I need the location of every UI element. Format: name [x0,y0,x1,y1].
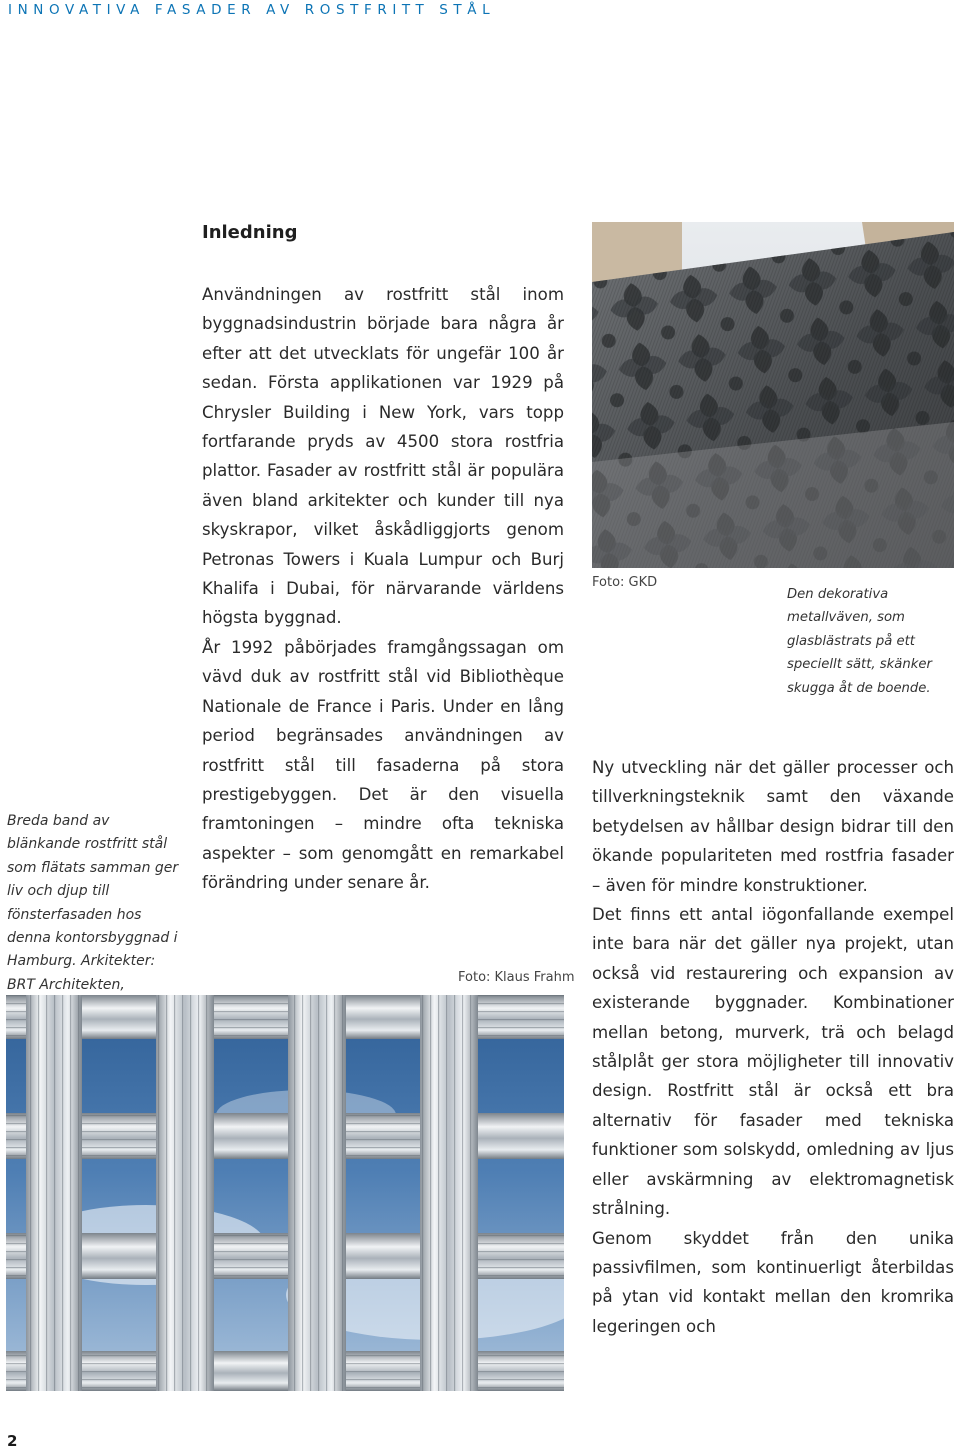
woven-steel-band-facade-icon [6,995,564,1391]
body-column-right [592,753,954,1341]
photo-credit-gkd: Foto: GKD [592,575,658,590]
paragraph: Ny utveckling när det gäller processer och tillverkningsteknik samt den växande betydelsen av hållbar design bidrar till den ökande populariteten med rostfria fasader – även för mindre konstruktioner. [592,758,954,895]
photo-woven-steel-facade [6,995,564,1391]
decorative-metal-mesh-facade-icon [592,222,954,568]
running-header: INNOVATIVA FASADER AV ROSTFRITT STÅL [8,2,496,18]
page-number: 2 [7,1432,18,1450]
photo-credit-frahm: Foto: Klaus Frahm [458,970,575,985]
photo-decorative-mesh-facade [592,222,954,568]
photo-caption-right: Den dekorativa metallväven, som glasblästrats på ett speciellt sätt, skänker skugga åt de boende. [787,587,932,696]
body-column-middle [202,280,564,898]
photo-caption-left: Breda band av blänkande rostfritt stål som flätats samman ger liv och djup till fönsterfasaden hos denna kontorsbyggnad i Hamburg. Arkitekter: BRT Architekten, [7,813,179,993]
paragraph: År 1992 påbörjades framgångssagan om vävd duk av rostfritt stål vid Bibliothèque Nationale de France i Paris. Under en lång period begränsades användningen av rostfritt stål till fasaderna på stora prestigebyggen. Det är den visuella framtoningen – mindre ofta tekniska aspekter – som genomgått en remarkabel förändring under senare år. [202,637,564,893]
paragraph: Det finns ett antal iögonfallande exempel inte bara när det gäller nya projekt, utan också vid restaurering och expansion av existerande byggnader. Kombinationer mellan betong, murverk, trä och belagd stålplåt ger stora möjligheter till innovativ design. Rostfritt stål är också ett bra alternativ för fasader med tekniska funktioner som solskydd, omledning av ljus eller avskärmning av elektromagnetisk strålning. [592,905,954,1219]
paragraph: Genom skyddet från den unika passivfilmen, som kontinuerligt återbildas på ytan vid kontakt mellan den kromrika legeringen och [592,1228,954,1336]
paragraph: Användningen av rostfritt stål inom byggnadsindustrin började bara några år efter att det utvecklats för ungefär 100 år sedan. Första applikationen var 1929 på Chrysler Building i New York, vars topp fortfarande pryds av 4500 stora rostfria plattor. Fasader av rostfritt stål är populära även bland arkitekter och kunder till nya skyskrapor, vilket åskådliggjorts genom Petronas Towers i Kuala Lumpur och Burj Khalifa i Dubai, för närvarande världens högsta byggnad. [202,285,564,628]
section-heading: Inledning [202,222,298,243]
